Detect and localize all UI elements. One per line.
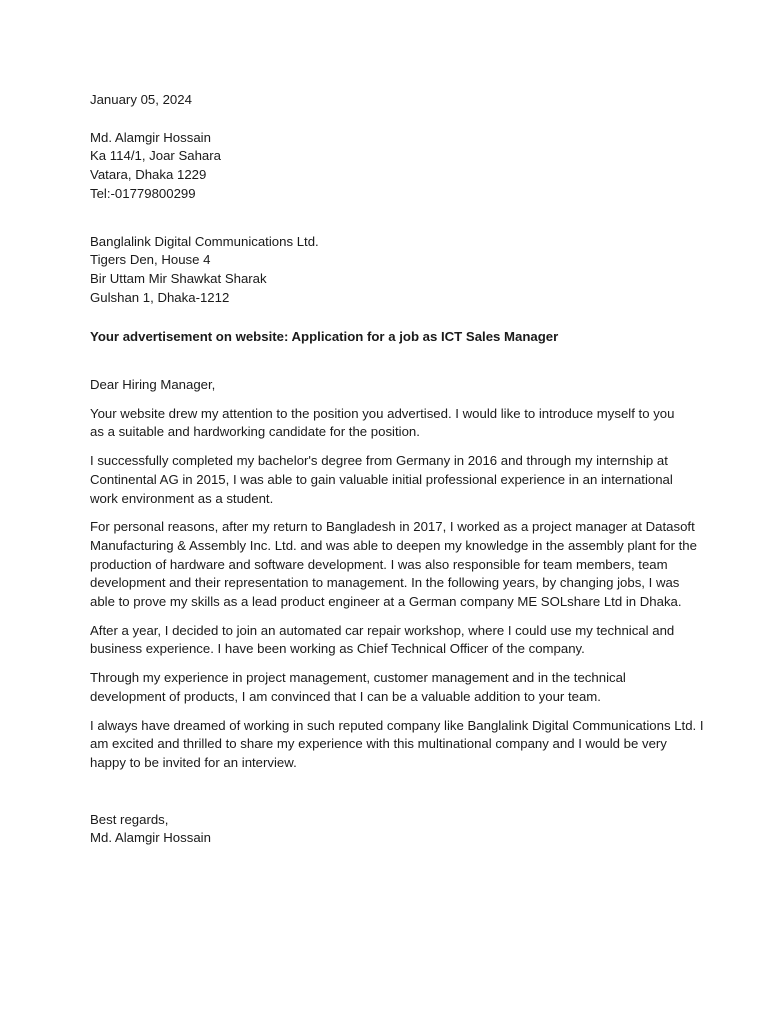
paragraph-line: Through my experience in project management, customer management and in the technical bbox=[90, 670, 626, 686]
sender-phone: Tel:-01779800299 bbox=[90, 185, 196, 201]
paragraph-line: am excited and thrilled to share my experience with this multinational company and I would be very bbox=[90, 736, 667, 752]
signature-name: Md. Alamgir Hossain bbox=[90, 830, 211, 846]
sender-city: Vatara, Dhaka 1229 bbox=[90, 167, 207, 183]
letter-subject bbox=[90, 328, 690, 347]
salutation-text: Dear Hiring Manager, bbox=[90, 377, 216, 393]
recipient-street: Bir Uttam Mir Shawkat Sharak bbox=[90, 270, 267, 286]
paragraph-line: For personal reasons, after my return to Bangladesh in 2017, I worked as a project manager at Datasoft bbox=[90, 519, 695, 535]
recipient-city: Gulshan 1, Dhaka-1212 bbox=[90, 289, 230, 305]
body-paragraph-5 bbox=[90, 669, 690, 706]
closing-text: Best regards, bbox=[90, 811, 169, 827]
paragraph-line: Continental AG in 2015, I was able to gain valuable initial professional experience in an international bbox=[90, 471, 673, 487]
paragraph-line: production of hardware and software development. I was also responsible for team members, team bbox=[90, 556, 668, 572]
date-text: January 05, 2024 bbox=[90, 92, 192, 107]
sender-name: Md. Alamgir Hossain bbox=[90, 129, 211, 145]
paragraph-line: Your website drew my attention to the position you advertised. I would like to introduce myself to you bbox=[90, 405, 675, 421]
paragraph-line: I always have dreamed of working in such reputed company like Banglalink Digital Communications Ltd. I bbox=[90, 717, 704, 733]
subject-text: Your advertisement on website: Application for a job as ICT Sales Manager bbox=[90, 329, 559, 345]
paragraph-line: Manufacturing & Assembly Inc. Ltd. and was able to deepen my knowledge in the assembly plant for the bbox=[90, 537, 697, 553]
body-paragraph-1 bbox=[90, 405, 690, 442]
paragraph-line: development and their representation to management. In the following years, by changing jobs, I was bbox=[90, 575, 680, 591]
paragraph-line: business experience. I have been working as Chief Technical Officer of the company. bbox=[90, 641, 585, 657]
body-paragraph-4 bbox=[90, 622, 690, 659]
body-paragraph-6 bbox=[90, 717, 704, 773]
paragraph-line: I successfully completed my bachelor's degree from Germany in 2016 and through my internship at bbox=[90, 453, 668, 469]
paragraph-line: development of products, I am convinced that I can be a valuable addition to your team. bbox=[90, 688, 601, 704]
paragraph-line: After a year, I decided to join an automated car repair workshop, where I could use my technical and bbox=[90, 622, 675, 638]
recipient-building: Tigers Den, House 4 bbox=[90, 252, 211, 268]
letter-salutation bbox=[90, 376, 690, 395]
paragraph-line: as a suitable and hardworking candidate for the position. bbox=[90, 424, 420, 440]
body-paragraph-3 bbox=[90, 518, 697, 612]
paragraph-line: work environment as a student. bbox=[90, 490, 274, 506]
recipient-company: Banglalink Digital Communications Ltd. bbox=[90, 233, 319, 249]
body-paragraph-2 bbox=[90, 452, 690, 508]
paragraph-line: happy to be invited for an interview. bbox=[90, 754, 297, 770]
letter-date bbox=[90, 91, 690, 110]
letter-closing bbox=[90, 811, 690, 848]
recipient-address bbox=[90, 233, 690, 308]
letter-page bbox=[90, 91, 704, 848]
sender-street: Ka 114/1, Joar Sahara bbox=[90, 148, 221, 164]
paragraph-line: able to prove my skills as a lead product engineer at a German company ME SOLshare Ltd in Dhaka. bbox=[90, 594, 682, 610]
sender-address bbox=[90, 129, 690, 204]
